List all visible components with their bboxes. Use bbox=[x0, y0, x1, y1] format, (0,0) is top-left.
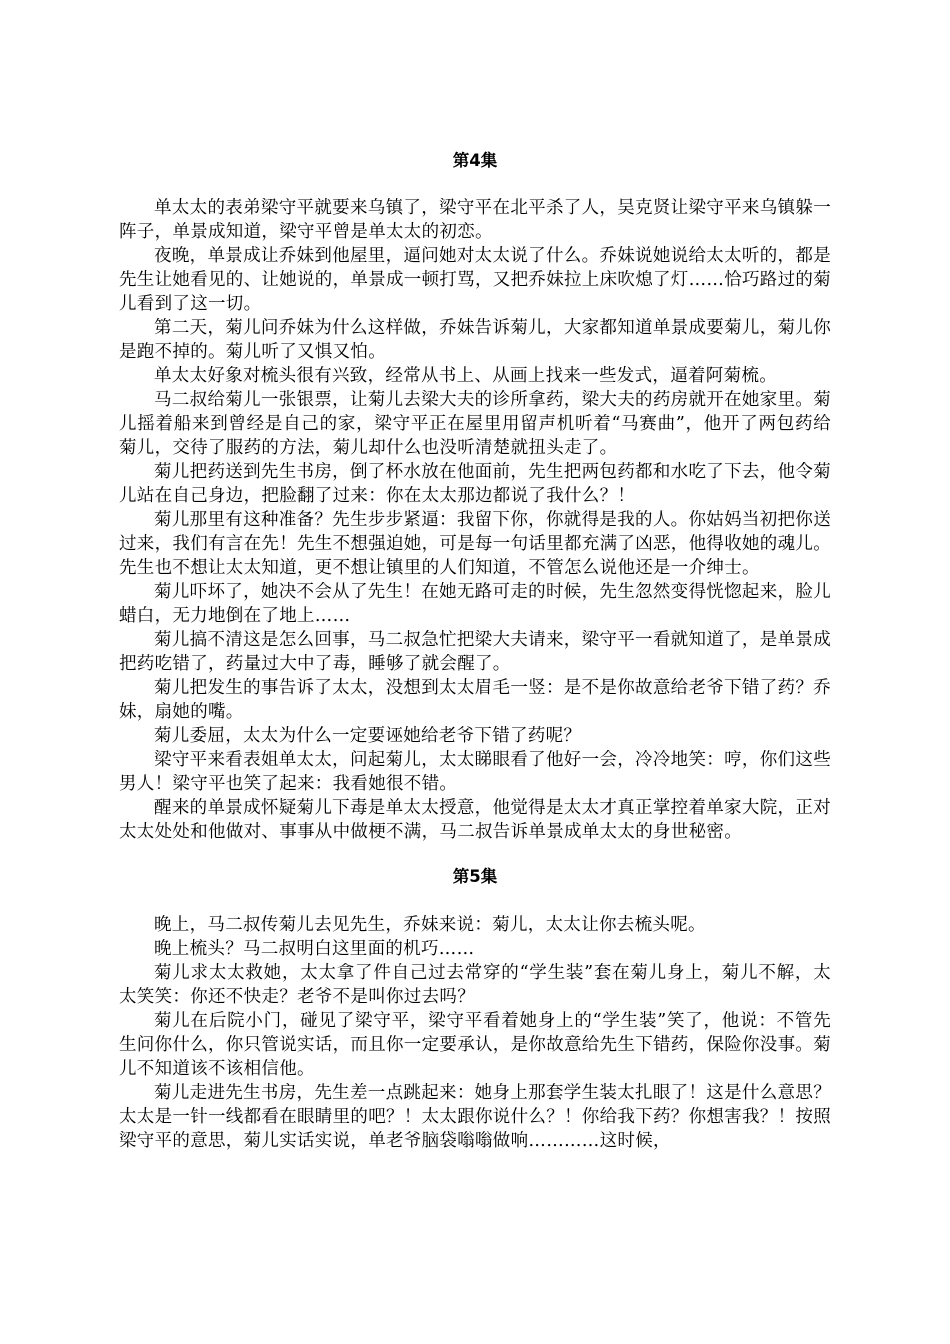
episode-4-section bbox=[119, 151, 831, 844]
paragraph: 菊儿那里有这种准备？先生步步紧逼：我留下你，你就得是我的人。你姑妈当初把你送过来，我们有言在先！先生不想强迫她，可是每一句话里都充满了凶恶，他得收她的魂儿。先生也不想让太太知道，更不想让镇里的人们知道，不管怎么说他还是一介绅士。 bbox=[119, 510, 831, 578]
paragraph: 菊儿把药送到先生书房，倒了杯水放在他面前，先生把两包药都和水吃了下去，他令菊儿站在自己身边，把脸翻了过来：你在太太那边都说了我什么？！ bbox=[119, 462, 831, 506]
paragraph: 梁守平来看表姐单太太，问起菊儿，太太睇眼看了他好一会，冷冷地笑：哼，你们这些男人！梁守平也笑了起来：我看她很不错。 bbox=[119, 750, 831, 794]
paragraph: 菊儿把发生的事告诉了太太，没想到太太眉毛一竖：是不是你故意给老爷下错了药？乔妹，扇她的嘴。 bbox=[119, 678, 831, 722]
document-page bbox=[119, 0, 831, 1153]
paragraph: 菊儿搞不清这是怎么回事，马二叔急忙把梁大夫请来，梁守平一看就知道了，是单景成把药吃错了，药量过大中了毒，睡够了就会醒了。 bbox=[119, 630, 831, 674]
episode-4-heading: 第4集 bbox=[452, 151, 498, 170]
paragraph: 醒来的单景成怀疑菊儿下毒是单太太授意，他觉得是太太才真正掌控着单家大院，正对太太处处和他做对、事事从中做梗不满，马二叔告诉单景成单太太的身世秘密。 bbox=[119, 798, 831, 842]
episode-5-section bbox=[119, 867, 831, 1153]
paragraph: 菊儿求太太救她，太太拿了件自己过去常穿的“学生装”套在菊儿身上，菊儿不解，太太笑笑：你还不快走？老爷不是叫你过去吗？ bbox=[119, 963, 831, 1007]
paragraph: 第二天，菊儿问乔妹为什么这样做，乔妹告诉菊儿，大家都知道单景成要菊儿，菊儿你是跑不掉的。菊儿听了又惧又怕。 bbox=[119, 318, 831, 362]
paragraph: 菊儿吓坏了，她决不会从了先生！在她无路可走的时候，先生忽然变得恍惚起来，脸儿蜡白，无力地倒在了地上…… bbox=[119, 582, 831, 626]
paragraph: 菊儿委屈，太太为什么一定要诬她给老爷下错了药呢？ bbox=[154, 726, 582, 746]
paragraph: 菊儿走进先生书房，先生差一点跳起来：她身上那套学生装太扎眼了！这是什么意思？太太是一针一线都看在眼睛里的吧？！太太跟你说什么？！你给我下药？你想害我？！按照梁守平的意思，菊儿实话实说，单老爷脑袋嗡嗡做响…………这时候， bbox=[119, 1083, 831, 1151]
episode-5-heading: 第5集 bbox=[452, 867, 498, 886]
paragraph: 晚上梳头？马二叔明白这里面的机巧…… bbox=[154, 939, 475, 959]
paragraph: 单太太的表弟梁守平就要来乌镇了，梁守平在北平杀了人，吴克贤让梁守平来乌镇躲一阵子，单景成知道，梁守平曾是单太太的初恋。 bbox=[119, 198, 831, 242]
paragraph: 单太太好象对梳头很有兴致，经常从书上、从画上找来一些发式，逼着阿菊梳。 bbox=[154, 366, 777, 386]
paragraph: 马二叔给菊儿一张银票，让菊儿去梁大夫的诊所拿药，梁大夫的药房就开在她家里。菊儿摇着船来到曾经是自己的家，梁守平正在屋里用留声机听着“马赛曲”，他开了两包药给菊儿，交待了服药的方法，菊儿却什么也没听清楚就扭头走了。 bbox=[119, 390, 831, 458]
paragraph: 晚上，马二叔传菊儿去见先生，乔妹来说：菊儿，太太让你去梳头呢。 bbox=[154, 915, 706, 935]
paragraph: 菊儿在后院小门，碰见了梁守平，梁守平看着她身上的“学生装”笑了，他说：不管先生问你什么，你只管说实话，而且你一定要承认，是你故意给先生下错药，保险你没事。菊儿不知道该不该相信他。 bbox=[119, 1011, 831, 1079]
paragraph: 夜晚，单景成让乔妹到他屋里，逼问她对太太说了什么。乔妹说她说给太太听的，都是先生让她看见的、让她说的，单景成一顿打骂，又把乔妹拉上床吹熄了灯……恰巧路过的菊儿看到了这一切。 bbox=[119, 246, 831, 314]
